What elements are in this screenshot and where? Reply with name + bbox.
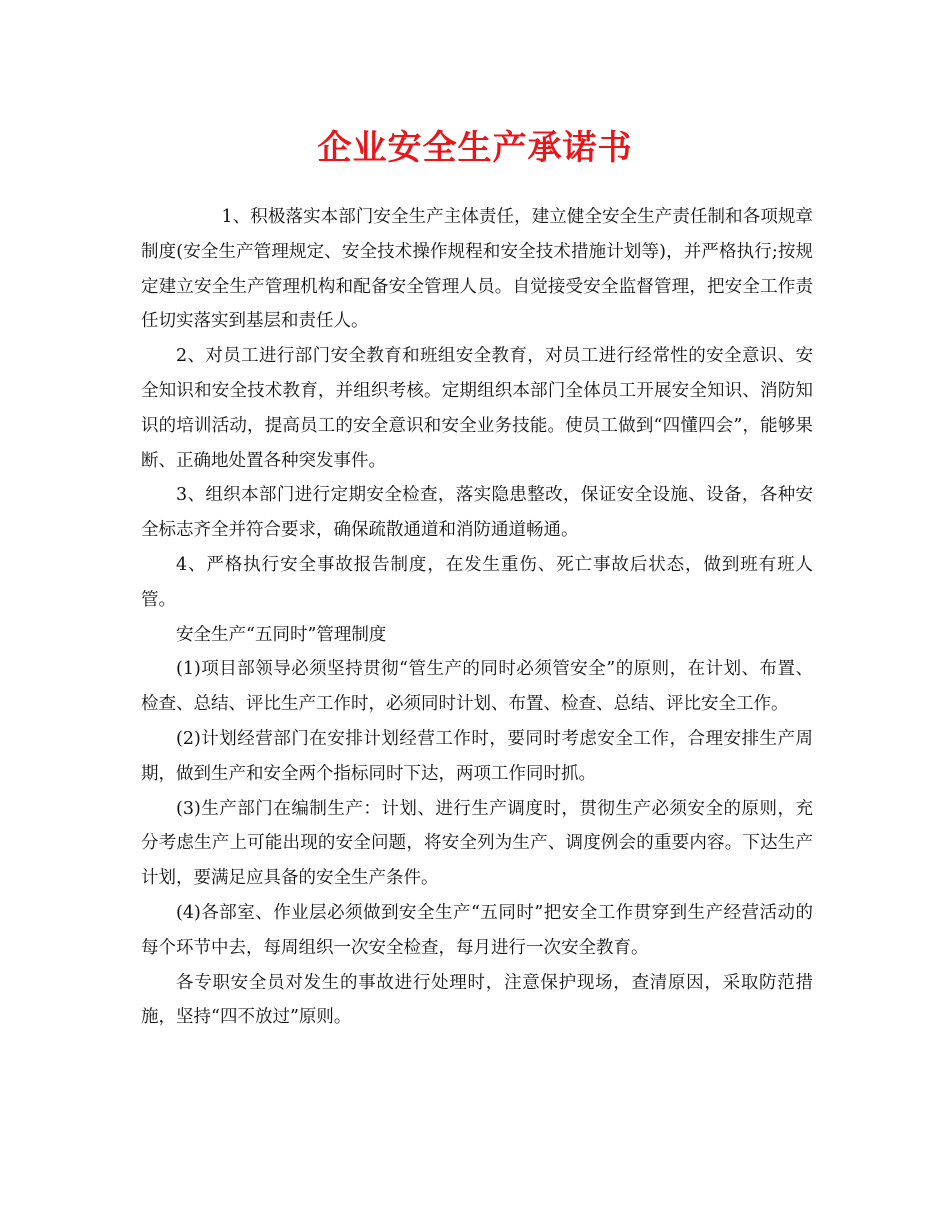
document-title: 企业安全生产承诺书 (317, 128, 633, 168)
paragraph-item-4: (4)各部室、作业层必须做到安全生产“五同时”把安全工作贯穿到生产经营活动的每个环节中去，每周组织一次安全检查，每月进行一次安全教育。 (141, 902, 813, 958)
paragraph-2: 2、对员工进行部门安全教育和班组安全教育，对员工进行经常性的安全意识、安全知识和安全技术教育，并组织考核。定期组织本部门全体员工开展安全知识、消防知识的培训活动，提高员工的安全意识和安全业务技能。使员工做到“四懂四会”，能够果断、正确地处置各种突发事件。 (141, 346, 813, 471)
paragraph-closing: 各专职安全员对发生的事故进行处理时，注意保护现场，查清原因，采取防范措施，坚持“四不放过”原则。 (141, 972, 813, 1028)
document-body (141, 200, 813, 1035)
paragraph-1: 1、积极落实本部门安全生产主体责任，建立健全安全生产责任制和各项规章制度(安全生产管理规定、安全技术操作规程和安全技术措施计划等)，并严格执行;按规定建立安全生产管理机构和配备安全管理人员。自觉接受安全监督管理，把安全工作责任切实落实到基层和责任人。 (141, 207, 813, 332)
paragraph-4: 4、严格执行安全事故报告制度，在发生重伤、死亡事故后状态，做到班有班人管。 (141, 554, 813, 610)
paragraph-item-2: (2)计划经营部门在安排计划经营工作时，要同时考虑安全工作，合理安排生产周期，做到生产和安全两个指标同时下达，两项工作同时抓。 (141, 728, 813, 784)
paragraph-3: 3、组织本部门进行定期安全检查，落实隐患整改，保证安全设施、设备，各种安全标志齐全并符合要求，确保疏散通道和消防通道畅通。 (141, 485, 813, 541)
paragraph-item-1: (1)项目部领导必须坚持贯彻“管生产的同时必须管安全”的原则，在计划、布置、检查、总结、评比生产工作时，必须同时计划、布置、检查、总结、评比安全工作。 (141, 659, 813, 715)
paragraph-item-3: (3)生产部门在编制生产：计划、进行生产调度时，贯彻生产必须安全的原则，充分考虑生产上可能出现的安全问题，将安全列为生产、调度例会的重要内容。下达生产计划，要满足应具备的安全生产条件。 (141, 798, 813, 889)
section-heading-five-simultaneous: 安全生产“五同时”管理制度 (176, 624, 387, 645)
